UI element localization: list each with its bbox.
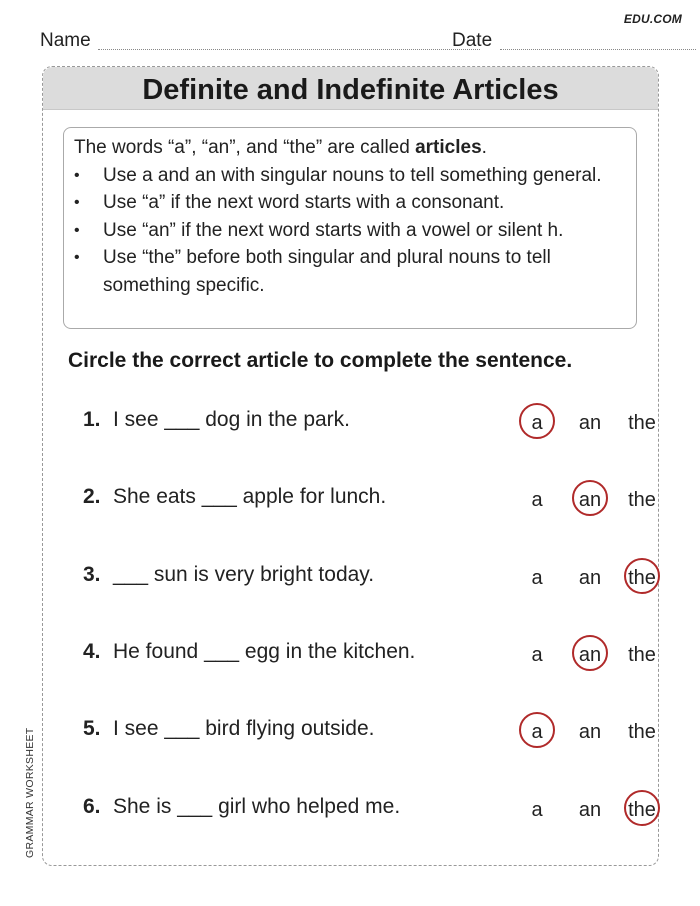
option-a[interactable]: a	[531, 567, 543, 589]
option-an[interactable]: an	[570, 485, 610, 515]
name-label: Name	[40, 30, 91, 51]
answer-circle	[572, 635, 608, 671]
question-1: 1. I see ___ dog in the park. a an the	[83, 408, 623, 448]
question-text: I see ___ dog in the park.	[113, 408, 350, 431]
option-the[interactable]: the	[622, 563, 662, 593]
date-line	[500, 49, 696, 50]
date-field[interactable]	[452, 30, 492, 52]
side-label: GRAMMAR WORKSHEET	[24, 727, 36, 858]
bullet-icon: •	[74, 249, 80, 266]
rule-item: • Use “a” if the next word starts with a consonant.	[74, 189, 626, 217]
option-a[interactable]: a	[531, 644, 543, 666]
option-the[interactable]: the	[622, 795, 662, 825]
rule-item: • Use “the” before both singular and plural nouns to tell something specific.	[74, 244, 626, 299]
question-5: 5. I see ___ bird flying outside. a an the	[83, 717, 623, 757]
name-date-row	[40, 30, 660, 54]
rules-intro: The words “a”, “an”, and “the” are called articles.	[74, 137, 487, 158]
name-line	[98, 49, 480, 50]
option-a[interactable]: a	[531, 489, 543, 511]
answer-circle	[519, 403, 555, 439]
option-an[interactable]: an	[570, 640, 610, 670]
bullet-icon: •	[74, 194, 80, 211]
question-text: He found ___ egg in the kitchen.	[113, 640, 416, 663]
worksheet-card	[42, 66, 659, 866]
rules-box	[63, 127, 637, 329]
question-4: 4. He found ___ egg in the kitchen. a an the	[83, 640, 623, 680]
question-6: 6. She is ___ girl who helped me. a an the	[83, 795, 623, 835]
brand-logo: EDU.COM	[623, 12, 682, 26]
option-an[interactable]: an	[578, 721, 602, 743]
bullet-icon: •	[74, 221, 80, 239]
rules-list	[74, 162, 626, 300]
option-an[interactable]: an	[578, 412, 602, 434]
rule-item: • Use a and an with singular nouns to tell something general.	[74, 162, 626, 190]
option-a[interactable]: a	[531, 799, 543, 821]
option-the[interactable]: the	[628, 412, 656, 434]
date-label: Date	[452, 30, 493, 51]
question-2: 2. She eats ___ apple for lunch. a an the	[83, 485, 623, 525]
option-a[interactable]: a	[517, 408, 557, 438]
option-the[interactable]: the	[628, 721, 656, 743]
bullet-icon: •	[74, 166, 80, 184]
instruction: Circle the correct article to complete the sentence.	[68, 349, 573, 372]
option-the[interactable]: the	[628, 644, 656, 666]
rule-item: • Use “an” if the next word starts with a vowel or silent h.	[74, 217, 626, 245]
question-text: I see ___ bird flying outside.	[113, 717, 375, 740]
option-the[interactable]: the	[628, 489, 656, 511]
question-text: ___ sun is very bright today.	[113, 563, 375, 586]
option-a[interactable]: a	[517, 717, 557, 747]
option-an[interactable]: an	[578, 567, 602, 589]
name-field[interactable]	[40, 30, 91, 52]
question-text: She eats ___ apple for lunch.	[113, 485, 387, 508]
answer-circle	[624, 790, 660, 826]
worksheet-title: Definite and Indefinite Articles	[43, 67, 658, 110]
question-3: 3. ___ sun is very bright today. a an the	[83, 563, 623, 603]
answer-circle	[572, 480, 608, 516]
answer-circle	[624, 558, 660, 594]
answer-circle	[519, 712, 555, 748]
option-an[interactable]: an	[578, 799, 602, 821]
question-text: She is ___ girl who helped me.	[113, 795, 401, 818]
